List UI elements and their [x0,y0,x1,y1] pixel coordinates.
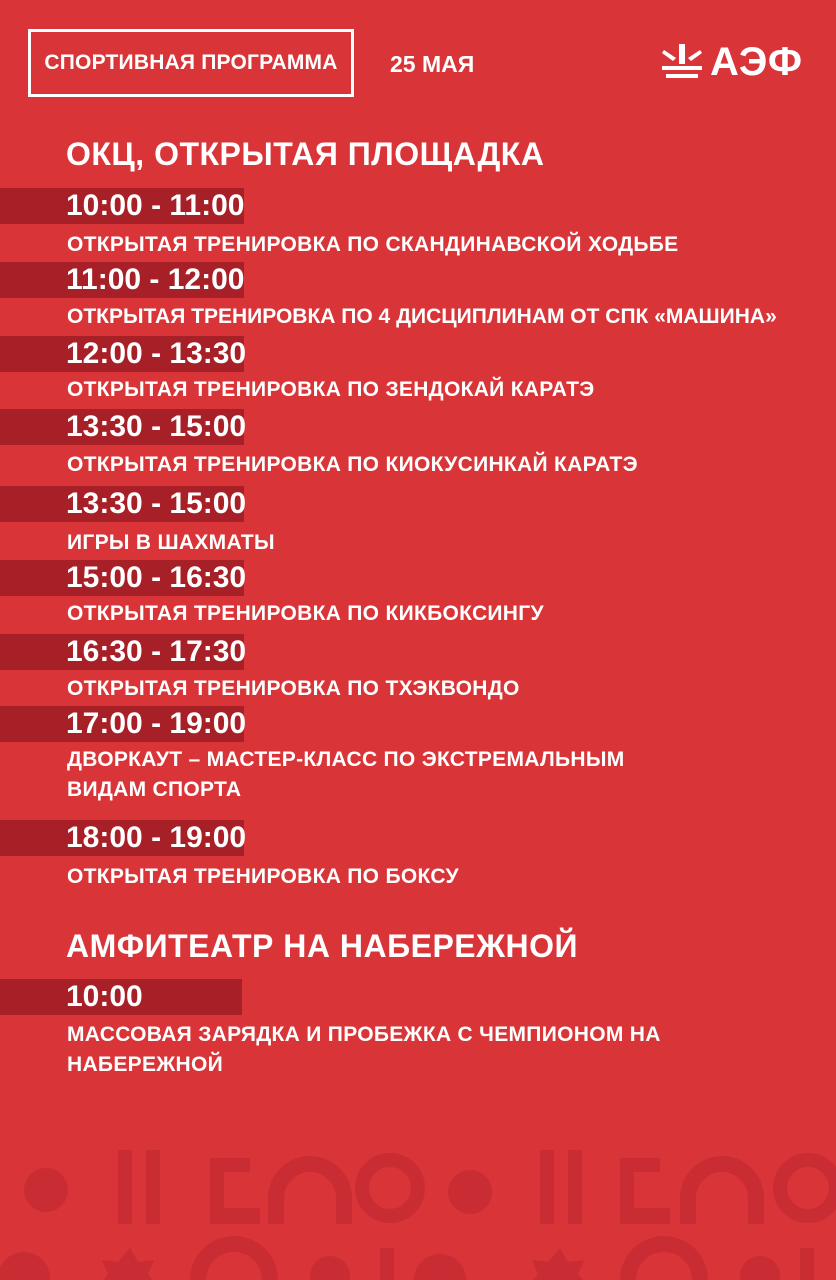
pattern-flower [528,1248,588,1280]
pattern-flower [98,1248,158,1280]
event-title: ОТКРЫТАЯ ТРЕНИРОВКА ПО ТХЭКВОНДО [67,677,520,700]
time-slot: 10:00 - 11:00 [66,189,245,222]
time-slot: 11:00 - 12:00 [66,263,245,296]
event-title: ДВОРКАУТ – МАСТЕР-КЛАСС ПО ЭКСТРЕМАЛЬНЫМ ВИДАМ СПОРТА [67,748,625,801]
pattern-circle [740,1256,780,1280]
time-slot: 16:30 - 17:30 [66,635,247,668]
time-slot: 15:00 - 16:30 [66,561,247,594]
time-slot: 13:30 - 15:00 [66,410,247,443]
pattern-arch [190,1236,278,1280]
event-title: ОТКРЫТАЯ ТРЕНИРОВКА ПО ЗЕНДОКАЙ КАРАТЭ [67,378,595,401]
time-slot: 12:00 - 13:30 [66,337,247,370]
aef-logo [662,40,803,84]
pattern-circle [310,1256,350,1280]
section-title-okc: ОКЦ, ОТКРЫТАЯ ПЛОЩАДКА [66,136,545,172]
pattern-arch [680,1156,764,1224]
pattern-arch [268,1156,352,1224]
pattern-bar [380,1248,394,1280]
aef-emblem-icon [662,44,702,80]
pattern-circle [0,1252,50,1280]
logo-text: АЭФ [710,40,803,84]
event-title: ОТКРЫТАЯ ТРЕНИРОВКА ПО БОКСУ [67,865,459,888]
event-title: ОТКРЫТАЯ ТРЕНИРОВКА ПО 4 ДИСЦИПЛИНАМ ОТ СПК «МАШИНА» [67,305,777,328]
time-slot: 13:30 - 15:00 [66,487,247,520]
time-slot: 17:00 - 19:00 [66,707,247,740]
time-slot: 18:00 - 19:00 [66,821,247,854]
pattern-circle [362,1160,418,1216]
section-title-amphitheatre: АМФИТЕАТР НА НАБЕРЕЖНОЙ [66,928,579,964]
event-date: 25 МАЯ [390,51,475,77]
event-title: ОТКРЫТАЯ ТРЕНИРОВКА ПО СКАНДИНАВСКОЙ ХОДЬБЕ [67,233,679,256]
pattern-arch [620,1236,708,1280]
pattern-circle [780,1160,836,1216]
decorative-pattern [0,1148,836,1280]
program-label: СПОРТИВНАЯ ПРОГРАММА [44,51,338,74]
pattern-bar [540,1150,554,1224]
pattern-hook [210,1158,260,1224]
time-slot: 10:00 [66,980,143,1013]
event-title: МАССОВАЯ ЗАРЯДКА И ПРОБЕЖКА С ЧЕМПИОНОМ НА НАБЕРЕЖНОЙ [67,1023,661,1076]
pattern-bar [568,1150,582,1224]
pattern-bar [118,1150,132,1224]
pattern-circle [414,1254,466,1280]
pattern-bar [800,1248,814,1280]
pattern-bar [146,1150,160,1224]
event-title: ОТКРЫТАЯ ТРЕНИРОВКА ПО КИКБОКСИНГУ [67,602,544,625]
event-title: ИГРЫ В ШАХМАТЫ [67,531,275,554]
pattern-circle [448,1170,492,1214]
event-title: ОТКРЫТАЯ ТРЕНИРОВКА ПО КИОКУСИНКАЙ КАРАТЭ [67,453,638,476]
pattern-circle [24,1168,68,1212]
program-label-box [28,29,354,97]
pattern-hook [620,1158,670,1224]
